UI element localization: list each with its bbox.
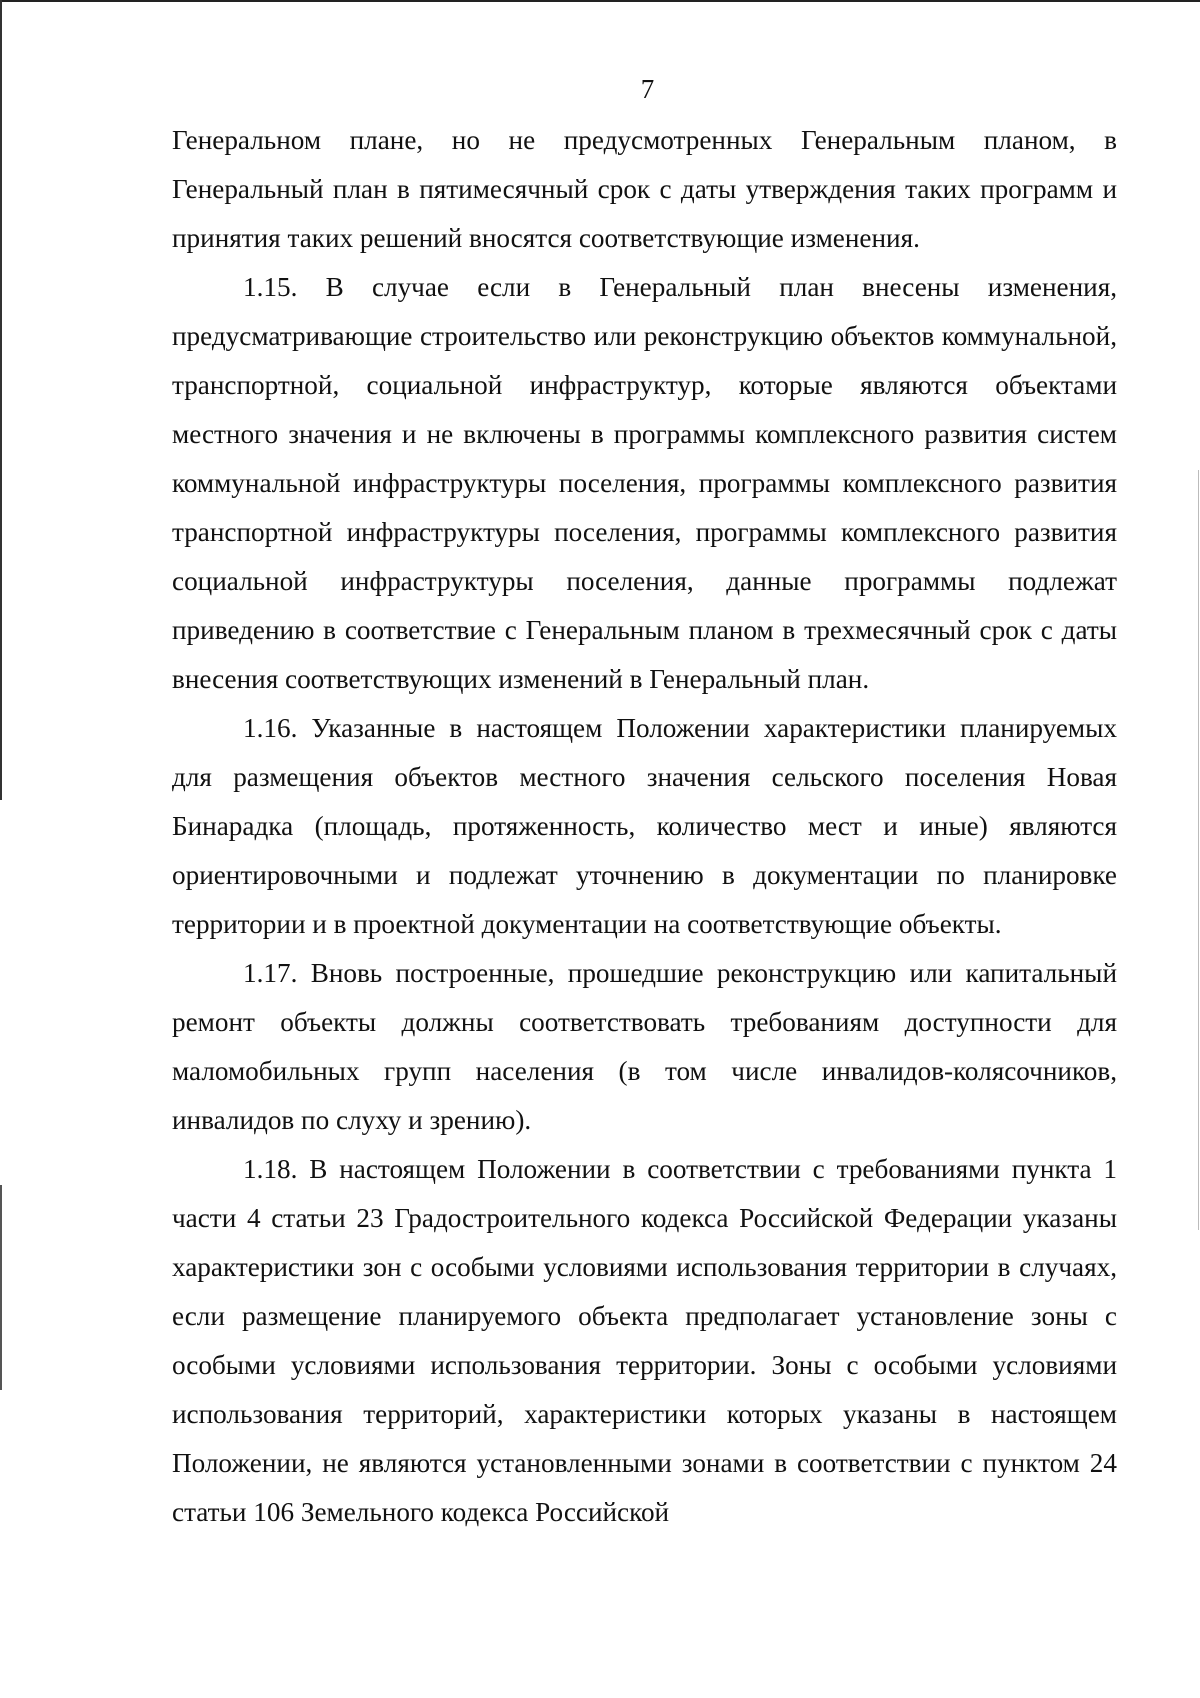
paragraph-1-18: 1.18. В настоящем Положении в соответствии с требованиями пункта 1 части 4 статьи 23 Градостроительного кодекса Российской Федерации указаны характеристики зон с особыми условиями использования территории в случаях, если размещение планируемого объекта предполагает установление зоны с особыми условиями использования территории. Зоны с особыми условиями использования территорий, характеристики которых указаны в настоящем Положении, не являются установленными зонами в соответствии с пунктом 24 статьи 106 Земельного кодекса Российской	[172, 1154, 1117, 1527]
paragraph-1-17: 1.17. Вновь построенные, прошедшие реконструкцию или капитальный ремонт объекты должны соответствовать требованиям доступности для маломобильных групп населения (в том числе инвалидов-колясочников, инвалидов по слуху и зрению).	[172, 958, 1117, 1135]
paragraph-1-16: 1.16. Указанные в настоящем Положении характеристики планируемых для размещения объектов местного значения сельского поселения Новая Бинарадка (площадь, протяженность, количество мест и иные) являются ориентировочными и подлежат уточнению в документации по планировке территории и в проектной документации на соответствующие объекты.	[172, 713, 1117, 939]
paragraph-continuation: Генеральном плане, но не предусмотренных Генеральным планом, в Генеральный план в пятимесячный срок с даты утверждения таких программ и принятия таких решений вносятся соответствующие изменения.	[172, 125, 1117, 253]
scan-edge-right	[1198, 470, 1199, 1230]
paragraph-1-15: 1.15. В случае если в Генеральный план внесены изменения, предусматривающие строительство или реконструкцию объектов коммунальной, транспортной, социальной инфраструктур, которые являются объектами местного значения и не включены в программы комплексного развития систем коммунальной инфраструктуры поселения, программы комплексного развития транспортной инфраструктуры поселения, программы комплексного развития социальной инфраструктуры поселения, данные программы подлежат приведению в соответствие с Генеральным планом в трехмесячный срок с даты внесения соответствующих изменений в Генеральный план.	[172, 272, 1117, 694]
scan-edge-left	[0, 0, 2, 800]
scan-edge-top	[0, 0, 1200, 2]
page-number: 7	[640, 74, 655, 104]
document-body	[172, 116, 1117, 1537]
scan-edge-left-lower	[0, 1185, 2, 1390]
